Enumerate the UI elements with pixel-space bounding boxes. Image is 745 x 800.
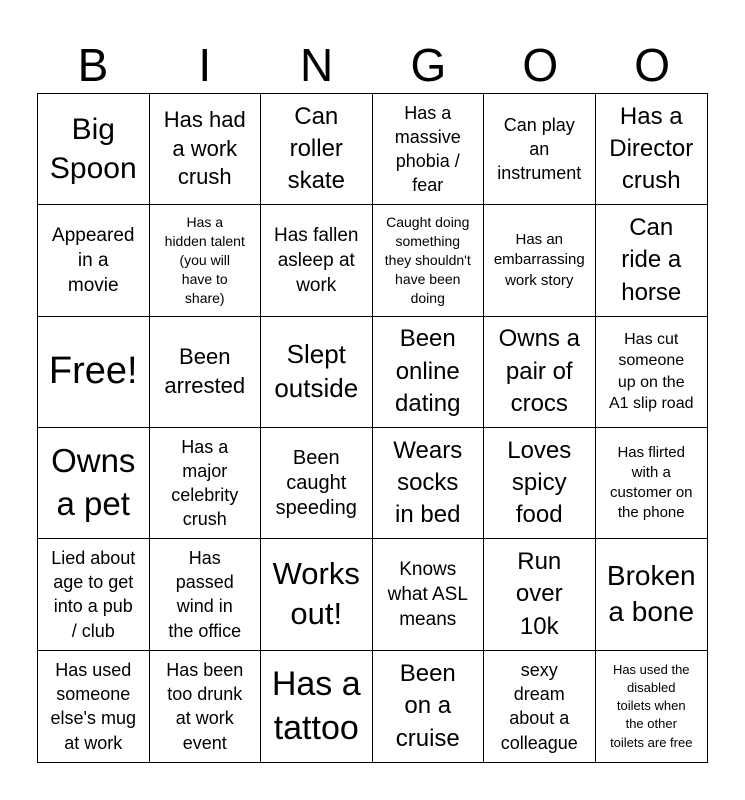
bingo-cell[interactable]: sexy dream about a colleague	[484, 651, 596, 762]
bingo-cell[interactable]: Has had a work crush	[150, 94, 262, 205]
bingo-cell[interactable]: Wears socks in bed	[373, 428, 485, 539]
bingo-cell[interactable]: Knows what ASL means	[373, 539, 485, 650]
header-letter: O	[634, 39, 670, 91]
header-letter: I	[198, 39, 212, 91]
bingo-cell[interactable]: Has an embarrassing work story	[484, 205, 596, 316]
bingo-cell[interactable]: Has a tattoo	[261, 651, 373, 762]
header-letter: O	[522, 39, 559, 91]
bingo-cell[interactable]: Owns a pet	[38, 428, 150, 539]
bingo-cell[interactable]: Has a major celebrity crush	[150, 428, 262, 539]
bingo-cell[interactable]: Been caught speeding	[261, 428, 373, 539]
bingo-cell[interactable]: Has been too drunk at work event	[150, 651, 262, 762]
bingo-cell[interactable]: Can roller skate	[261, 94, 373, 205]
bingo-cell[interactable]: Works out!	[261, 539, 373, 650]
bingo-cell[interactable]: Slept outside	[261, 317, 373, 428]
bingo-cell[interactable]: Has used someone else's mug at work	[38, 651, 150, 762]
bingo-header	[37, 36, 708, 94]
bingo-cell[interactable]: Been arrested	[150, 317, 262, 428]
bingo-cell[interactable]: Owns a pair of crocs	[484, 317, 596, 428]
bingo-cell[interactable]: Has fallen asleep at work	[261, 205, 373, 316]
bingo-cell[interactable]: Has a Director crush	[596, 94, 708, 205]
bingo-cell[interactable]: Has flirted with a customer on the phone	[596, 428, 708, 539]
bingo-cell[interactable]: Has passed wind in the office	[150, 539, 262, 650]
bingo-cell[interactable]: Has a massive phobia / fear	[373, 94, 485, 205]
header-letter: N	[299, 39, 334, 91]
bingo-cell[interactable]: Can ride a horse	[596, 205, 708, 316]
bingo-cell[interactable]: Can play an instrument	[484, 94, 596, 205]
bingo-cell[interactable]: Has a hidden talent (you will have to share)	[150, 205, 262, 316]
bingo-cell[interactable]: Has used the disabled toilets when the other toilets are free	[610, 661, 693, 750]
bingo-cell[interactable]: Appeared in a movie	[38, 205, 150, 316]
bingo-cell[interactable]: Been online dating	[373, 317, 485, 428]
bingo-cell[interactable]: Has cut someone up on the A1 slip road	[596, 317, 708, 428]
bingo-cell[interactable]: Caught doing something they shouldn't have been doing	[373, 205, 485, 316]
bingo-cell[interactable]: Big Spoon	[38, 94, 150, 205]
bingo-board	[37, 93, 708, 763]
bingo-cell-free[interactable]: Free!	[38, 317, 150, 428]
bingo-cell[interactable]: Loves spicy food	[484, 428, 596, 539]
header-letter: G	[410, 39, 447, 91]
header-letter: B	[77, 39, 109, 91]
bingo-cell[interactable]: Been on a cruise	[373, 651, 485, 762]
bingo-cell[interactable]: Broken a bone	[596, 539, 708, 650]
bingo-cell[interactable]: Lied about age to get into a pub / club	[38, 539, 150, 650]
bingo-cell[interactable]: Run over 10k	[484, 539, 596, 650]
